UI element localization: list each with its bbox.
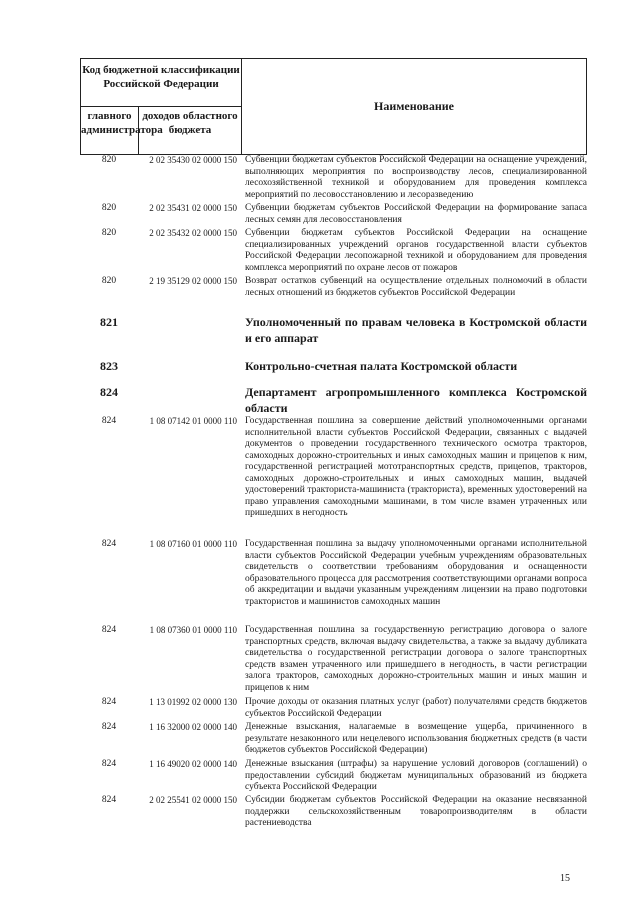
row-name: Субвенции бюджетам субъектов Российской Федерации на оснащение учреждений, выполняющих мероприятия по воспроизводству лесов, специализированной лесохозяйственной техникой и оборудованием для проведения комплекса мероприятий по лесовосстановлению и лесоразведению bbox=[245, 155, 587, 200]
admin-code: 821 bbox=[100, 315, 118, 329]
income-code bbox=[138, 384, 241, 416]
admin-code: 824 bbox=[100, 385, 118, 399]
admin-code: 824 bbox=[101, 416, 117, 426]
table-row bbox=[80, 795, 587, 835]
income-code: 2 02 35431 02 0000 150 bbox=[149, 203, 237, 213]
income-code: 1 08 07360 01 0000 110 bbox=[149, 625, 237, 635]
row-name: Государственная пошлина за совершение действий уполномоченными органами исполнительной власти субъектов Российской Федерации, связанных с выдачей документов о проведении государственного технического осмотра тракторов, самоходных дорожно-строительных и иных самоходных машин и прицепов к ним, государственной регистрацией мототранспортных средств, прицепов, тракторов, самоходных дорожно-строительных и иных самоходных машин, выдачей удостоверений тракториста-машиниста (тракториста), временных удостоверений на право управления самоходными машинами, в том числе взамен утраченных или пришедших в негодность bbox=[245, 416, 587, 518]
table-row bbox=[80, 155, 587, 203]
row-name: Государственная пошлина за выдачу уполномоченными органами исполнительной власти субъектов Российской Федерации учебным учреждениям образовательных свидетельств о соответствии требованиям оборудования и оснащенности образовательного процесса для рассмотрения соответствующими органами вопроса об аккредитации и выдачи указанным учреждениям лицензии на право подготовки трактористов и машинистов самоходных машин bbox=[245, 539, 587, 607]
income-code: 2 02 35430 02 0000 150 bbox=[149, 155, 237, 165]
name-column-header: Наименование bbox=[374, 99, 454, 113]
table-row bbox=[80, 314, 587, 358]
income-code: 1 08 07160 01 0000 110 bbox=[149, 539, 237, 549]
admin-code: 824 bbox=[101, 795, 117, 805]
table-row bbox=[80, 539, 587, 625]
income-code bbox=[138, 314, 241, 358]
table-row bbox=[80, 697, 587, 722]
income-code: 1 08 07142 01 0000 110 bbox=[149, 416, 237, 426]
admin-code: 820 bbox=[101, 276, 117, 286]
table-row bbox=[80, 416, 587, 539]
admin-code: 824 bbox=[101, 697, 117, 707]
income-column-header: доходов областного бюджета bbox=[139, 107, 242, 154]
table-row bbox=[80, 722, 587, 759]
table-row bbox=[80, 358, 587, 384]
admin-code: 820 bbox=[101, 228, 117, 238]
admin-code: 824 bbox=[101, 539, 117, 549]
row-name: Субвенции бюджетам субъектов Российской Федерации на оснащение специализированных учреждений органов государственной власти субъектов Российской Федерации лесопожарной техникой и оборудованием для проведения комплекса мероприятий по охране лесов от пожаров bbox=[245, 228, 587, 273]
admin-column-header: главного администратора bbox=[81, 107, 139, 154]
table-row bbox=[80, 384, 587, 416]
row-name: Субвенции бюджетам субъектов Российской Федерации на формирование запаса лесных семян для лесовосстановления bbox=[245, 203, 587, 225]
table-row bbox=[80, 276, 587, 314]
row-name: Государственная пошлина за государственную регистрацию договора о залоге транспортных средств, включая выдачу свидетельства, а также за выдачу дубликата свидетельства о государственной регистрации договора о залоге транспортных средств взамен утраченного или пришедшего в негодность, в части регистрации залога тракторов, самоходных дорожно-строительных машин и иных машин и прицепов к ним bbox=[245, 625, 587, 693]
page-number: 15 bbox=[560, 873, 570, 884]
admin-code: 824 bbox=[101, 722, 117, 732]
income-code: 2 19 35129 02 0000 150 bbox=[149, 276, 237, 286]
income-code: 2 02 25541 02 0000 150 bbox=[149, 795, 237, 805]
row-name: Субсидии бюджетам субъектов Российской Федерации на оказание несвязанной поддержки сельскохозяйственным товаропроизводителям в области растениеводства bbox=[245, 795, 587, 828]
section-title: Контрольно-счетная палата Костромской области bbox=[245, 359, 518, 373]
income-code bbox=[138, 358, 241, 384]
admin-code: 824 bbox=[101, 759, 117, 769]
admin-code: 820 bbox=[101, 203, 117, 213]
admin-code: 823 bbox=[100, 359, 118, 373]
row-name: Денежные взыскания, налагаемые в возмещение ущерба, причиненного в результате незаконного или нецелевого использования бюджетных средств (в части бюджетов субъектов Российской Федерации) bbox=[245, 722, 587, 755]
table-row bbox=[80, 228, 587, 276]
table-header bbox=[80, 58, 587, 155]
income-code: 2 02 35432 02 0000 150 bbox=[149, 228, 237, 238]
income-code: 1 16 49020 02 0000 140 bbox=[149, 759, 237, 769]
section-title: Департамент агропромышленного комплекса Костромской области bbox=[245, 385, 587, 415]
admin-code: 820 bbox=[101, 155, 117, 165]
section-title: Уполномоченный по правам человека в Костромской области и его аппарат bbox=[245, 315, 587, 345]
income-code: 1 13 01992 02 0000 130 bbox=[149, 697, 237, 707]
income-code: 1 16 32000 02 0000 140 bbox=[149, 722, 237, 732]
table-row bbox=[80, 759, 587, 795]
row-name: Возврат остатков субвенций на осуществление отдельных полномочий в области лесных отношений из бюджетов субъектов Российской Федерации bbox=[245, 276, 587, 298]
table-row bbox=[80, 203, 587, 228]
budget-code-header: Код бюджетной классификации Российской Федерации bbox=[81, 59, 242, 107]
table-body bbox=[80, 155, 587, 835]
row-name: Прочие доходы от оказания платных услуг (работ) получателями средств бюджетов субъектов Российской Федерации bbox=[245, 697, 587, 719]
row-name: Денежные взыскания (штрафы) за нарушение условий договоров (соглашений) о предоставлении субсидий бюджетам муниципальных образований из бюджета субъекта Российской Федерации bbox=[245, 759, 587, 792]
admin-code: 824 bbox=[101, 625, 117, 635]
table-row bbox=[80, 625, 587, 697]
